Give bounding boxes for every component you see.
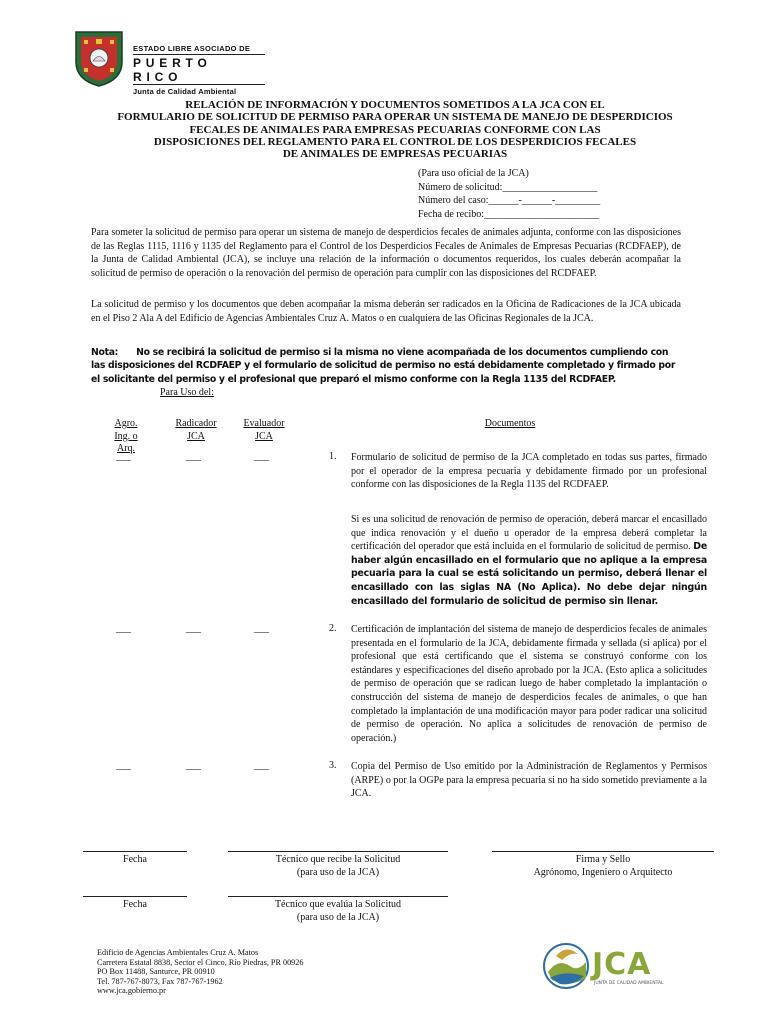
check-evaluador-2[interactable]: ___: [254, 623, 269, 634]
column-radicador-line-2: JCA: [187, 430, 205, 442]
jca-logo-text: JCA: [592, 947, 652, 982]
official-use-block: [418, 167, 600, 221]
check-evaluador-1[interactable]: ___: [254, 451, 269, 462]
column-radicador: [166, 418, 226, 443]
solicitud-number-field: Número de solicitud:___________________: [418, 181, 598, 193]
column-evaluador-line-1: Evaluador: [243, 418, 285, 429]
title-line-5: DE ANIMALES DE EMPRESAS PECUARIAS: [282, 148, 508, 161]
received-date-field: Fecha de recibo:_______________________: [418, 208, 600, 220]
column-agro-line-1: Agro.: [114, 418, 138, 429]
check-radicador-2[interactable]: ___: [186, 623, 201, 634]
column-evaluador: [234, 418, 294, 443]
title-line-3: FECALES DE ANIMALES PARA EMPRESAS PECUARIAS CONFORME CON LAS: [189, 123, 601, 136]
item-number-2: 2.: [329, 623, 337, 634]
case-number-field: Número del caso:______-______-_________: [418, 195, 601, 206]
column-agro: [108, 418, 144, 456]
check-agro-1[interactable]: ___: [116, 451, 131, 462]
check-agro-2[interactable]: ___: [116, 623, 131, 634]
column-agro-line-3: Arq.: [116, 443, 136, 454]
check-radicador-3[interactable]: ___: [186, 760, 201, 771]
jca-logo-subtext: JUNTA DE CALIDAD AMBIENTAL: [594, 981, 664, 986]
firma-line-2: Agrónomo, Ingeniero o Arquitecto: [533, 866, 673, 878]
header-line-2: PUERTO RICO: [133, 55, 265, 85]
item-text-3: Copia del Permiso de Uso emitido por la Administración de Reglamentos y Permisos (ARPE) o por la OGPe para la empresa pecuaria si no ha sido sometido previamente a la JCA.: [351, 761, 707, 800]
puerto-rico-seal: [70, 28, 128, 88]
column-radicador-line-1: Radicador: [175, 418, 217, 429]
firma-line-1: Firma y Sello: [575, 854, 631, 865]
official-use-heading: (Para uso oficial de la JCA): [418, 168, 529, 179]
footer-line-3: PO Box 11488, Santurce, PR 00910: [97, 967, 215, 977]
title-line-1: RELACIÓN DE INFORMACIÓN Y DOCUMENTOS SOMETIDOS A LA JCA CON EL: [185, 99, 605, 111]
filing-paragraph: La solicitud de permiso y los documentos que deben acompañar la misma deberán ser radicados en la Oficina de Radicaciones de la JCA ubicada en el Piso 2 Ala A del Edificio de Agencias Ambientales Cruz A. Matos o en cualquiera de las Oficinas Regionales de la JCA.: [91, 299, 681, 324]
signature-label-tecnico-recibe: [228, 854, 448, 879]
footer-line-5: www.jca.gobierno.pr: [97, 986, 166, 996]
signature-line-fecha-2: [83, 896, 187, 897]
item-subtext-1-bold: De haber algún encasillado en el formulario que no aplique a la empresa pecuaria para la cual se está solicitando un permiso, deberá llenar el encasillado con las siglas NA (No Aplica). No debe dejar ningún encasillado del formulario de solicitud de permiso sin llenar.: [351, 541, 708, 607]
item-number-3: 3.: [329, 760, 337, 771]
footer-line-1: Edificio de Agencias Ambientales Cruz A. Matos: [97, 948, 259, 957]
signature-line-firma: [492, 851, 714, 852]
agency-header: [133, 44, 265, 96]
signature-label-tecnico-evalua: [228, 899, 448, 924]
signature-label-fecha-1: Fecha: [123, 854, 147, 865]
signature-line-fecha-1: [83, 851, 187, 852]
item-subtext-1-normal: Si es una solicitud de renovación de permiso de operación, deberá marcar el encasillado que indica renovación y el dueño u operador de la empresa deberá completar la certificación del operador que está incluida en el formulario de solicitud de permiso.: [351, 514, 707, 553]
intro-paragraph: Para someter la solicitud de permiso para operar un sistema de manejo de desperdicios fecales de animales adjunta, conforme con las disposiciones de las Reglas 1115, 1116 y 1135 del Reglamento para el Control de los Desperdicios Fecales de Animales de Empresas Pecuarias (RCDFAEP), de la Junta de Calidad Ambiental (JCA), se incluye una relación de la información o documentos requeridos, los cuales deberán acompañar la solicitud de permiso de operación o la renovación del permiso de operación para cumplir con las disposiciones del RCDFAEP.: [91, 227, 681, 279]
para-uso-heading: Para Uso del:: [160, 387, 214, 398]
check-evaluador-3[interactable]: ___: [254, 760, 269, 771]
footer-line-2: Carretera Estatal 8838, Sector el Cinco, Río Piedras, PR 00926: [97, 957, 304, 967]
footer-address: [97, 948, 303, 996]
note-label: Nota:: [91, 347, 119, 358]
title-line-2: FORMULARIO DE SOLICITUD DE PERMISO PARA OPERAR UN SISTEMA DE MANEJO DE DESPERDICIOS: [117, 111, 673, 124]
check-radicador-1[interactable]: ___: [186, 451, 201, 462]
tecnico-recibe-line-1: Técnico que recibe la Solicitud: [275, 854, 401, 865]
document-title: [95, 99, 695, 160]
signature-label-fecha-2: Fecha: [123, 899, 147, 910]
item-subtext-1: [351, 513, 707, 608]
column-agro-line-2: Ing. o: [114, 430, 138, 442]
note-block: [91, 346, 681, 386]
tecnico-evalua-line-2: (para uso de la JCA): [296, 911, 380, 923]
check-agro-3[interactable]: ___: [116, 760, 131, 771]
note-text: No se recibirá la solicitud de permiso si la misma no viene acompañada de los documentos cumpliendo con las disposiciones del RCDFAEP y el formulario de solicitud de permiso no está debidamente completado y firmado por el solicitante del permiso y el profesional que preparó el mismo conforme con la Regla 1135 del RCDFAEP.: [91, 347, 676, 385]
jca-logo: [540, 938, 680, 996]
column-evaluador-line-2: JCA: [255, 430, 273, 442]
item-text-2: Certificación de implantación del sistema de manejo de desperdicios fecales de animales presentada en el formulario de la JCA, debidamente firmada y sellada (si aplica) por el profesional que está certificando que el sistema se construyó conforme con los estándares y especificaciones del diseño aprobado por la JCA. (Esto aplica a solicitudes de permiso de operación que se radican luego de haber completado la implantación o construcción del sistema de manejo de desperdicios fecales de animales, o que han completado la implantación de una modificación mayor para poder radicar una solicitud de permiso de operación. No aplica a solicitudes de renovación de permiso de operación.): [351, 624, 707, 744]
tecnico-evalua-line-1: Técnico que evalúa la Solicitud: [274, 899, 402, 910]
signature-line-tecnico-recibe: [228, 851, 448, 852]
signature-label-firma: [492, 854, 714, 879]
signature-line-tecnico-evalua: [228, 896, 448, 897]
footer-line-4: Tel. 787-767-8073, Fax 787-767-1962: [97, 976, 223, 986]
item-text-1: Formulario de solicitud de permiso de la JCA completado en todas sus partes, firmado por el operador de la empresa pecuaria y debidamente firmado por un profesional conforme con las disposiciones de la Regla 1135 del RCDFAEP.: [351, 452, 707, 491]
item-number-1: 1.: [329, 451, 337, 462]
header-line-3: Junta de Calidad Ambiental: [133, 87, 237, 96]
tecnico-recibe-line-2: (para uso de la JCA): [296, 866, 380, 878]
title-line-4: DISPOSICIONES DEL REGLAMENTO PARA EL CONTROL DE LOS DESPERDICIOS FECALES: [153, 135, 637, 148]
column-documentos: Documentos: [484, 418, 536, 429]
header-line-1: ESTADO LIBRE ASOCIADO DE: [133, 44, 265, 55]
